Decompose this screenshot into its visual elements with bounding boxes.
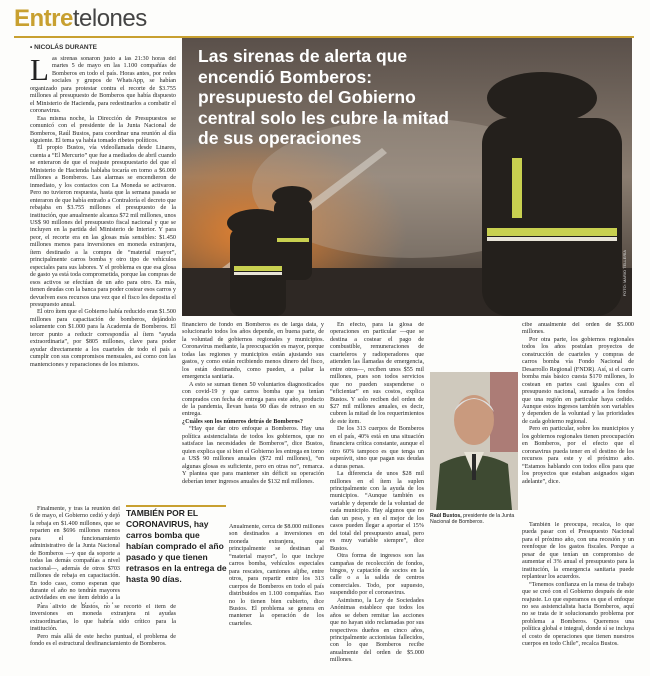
paragraph: En efecto, para la glosa de operaciones en particular —que se destina a costear el pago de combustible, remuneraciones de cuarteleros y radioperadores que atienden las llamadas de emergencia, entre otros—, reciben unos $55 mil millones, pues son todos servicios que no pueden suspenderse o “eficientar” en sus costos, explica Bustos. Y solo reciben del orden de $27 mil millones anuales, es decir, cubren la mitad de los requerimientos de este ítem. xyxy=(330,322,424,425)
column-2 xyxy=(182,322,324,522)
paragraph: Finalmente, y tras la reunión del 6 de mayo, el Gobierno cedió y dejó la rebaja en $1.400 millones, que se reparten en $696 millones menos para el funcionamiento administrativo de la Junta Nacional de Bomberos —y que da soporte a todas las demás compañías a nivel nacional—, además de otros $703 millones de rebaja en capacitación. En todo caso, como esperan que durante el año no tendrán mayores actividades en ese ítem debido a la xyxy=(30,506,120,602)
pull-quote: TAMBIÉN POR EL CORONAVIRUS, hay carros bomba que habían comprado el año pasado y que tienen retrasos en la entrega de hasta 90 días. xyxy=(126,508,227,584)
column-1-wrap xyxy=(30,506,120,604)
photo-caption: Raúl Bustos, presidente de la Junta Nacional de Bomberos. xyxy=(430,513,515,526)
drop-cap: L xyxy=(30,56,49,87)
column-1-bottom xyxy=(30,604,176,670)
paragraph: Pero más allá de este hecho puntual, el problema de fondo es el estructural desfinanciamiento de Bomberos. xyxy=(30,633,176,648)
paragraph: Anualmente, cerca de $8.000 millones son destinados a inversiones en moneda extranjera, que principalmente se destinan al “material mayor”, lo que incluye carros bomba, vehículos especiales para rescates, camiones aljibe, entre otros, para repartir entre los 313 cuerpos de Bomberos en todo el país distribuidos en 1.100 compañías. Eso no lo tienen bien cubierto, dice Bustos. El problema se genera en mantener la operación de los cuarteles. xyxy=(229,524,324,627)
paragraph: El propio Bustos, vía videollamada desde Linares, cuenta a “El Mercurio” que fue a mediados de abril cuando se enteraron de que el reajuste presupuestario del que el Ministerio de Hacienda hablaba tocaría en torno a $6.000 millones a Bomberos. Las alarmas se encendieron de inmediato, y los contactos con La Moneda se activaron. Pero no tuvieron respuesta, hasta que la semana pasada se enteraron de que había entrado a Contraloría el decreto que rebajaba en $3.755 millones el presupuesto de la institución, que anualmente alcanza $72 mil millones, unos US$ 90 millones del presupuesto fiscal nacional y que se incluyen en la partida del Ministerio de Interior. Y para peor, el recorte era en las glosas más sensibles: $1.450 millones menos para inversiones en moneda extranjera, ítem destinado a la compra de “material mayor”, principalmente carros bomba y otro tipo de vehículos especiales para sus labores. Y el problema es que esa glosa de gasto ya está toda comprometida, porque las compras de esos activos se efectúan de un año para otro. Es más, tienen deudas con la banca para poder costear esos carros y devuelven esos recursos una vez que el fisco les deposita el presupuesto anual. xyxy=(30,145,176,308)
paragraph: Esa misma noche, la Dirección de Presupuestos se comunicó con el presidente de la Junta Nacional de Bomberos, Raúl Bustos, para coordinar una reunión al día siguiente. El tema ya había tomado ribetes políticos. xyxy=(30,115,176,144)
subheading: ¿Cuáles son los números detrás de Bomberos? xyxy=(182,418,303,425)
photo-credit: FOTO: MARIO TELLERÍA xyxy=(622,250,627,297)
column-1 xyxy=(30,56,176,502)
section-title: Entretelones xyxy=(14,5,147,32)
column-3 xyxy=(330,322,424,670)
column-2-wrap xyxy=(229,524,324,632)
paragraph: “Hay que dar otro enfoque a Bomberos. Hay una política asistencialista de todos los gobiernos, que no satisface las necesidades de Bomberos”, dice Bustos, quien explica que si bien el Gobierno les entrega en torno a US$ 90 millones anuales ($72 mil millones), “en algunas glosas es suficiente, pero en otras no”, remarca. Y plantea que para mantener sin déficit su operación deberían tener ingresos anuales de $132 mil millones. xyxy=(182,426,324,485)
column-4-bottom xyxy=(522,522,634,670)
column-2-bottom xyxy=(182,632,324,670)
paragraph: Por otra parte, los gobiernos regionales todos los años postulan proyectos de construcción de cuarteles y compras de carros bomba vía Fondo Nacional de Desarrollo Regional (FNDR). Así, si el carro bomba más básico cuesta $170 millones, lo costean en partes casi iguales con el presupuesto nacional, sumado a los fondos que una región en particular haya cedido. Aunque estos ingresos también son variables y dependen de la voluntad y las prioridades de cada gobierno regional. xyxy=(522,336,634,425)
paragraph: De los 313 cuerpos de Bomberos en el país, 40% está en una situación financiera crítica constante, aunque el otro 60% tampoco es que tenga un superávit, sino que pagan sus deudas a duras penas. xyxy=(330,426,424,470)
paragraph: Asimismo, la Ley de Sociedades Anónimas establece que todos los años se deben remitar las acciones que no hayan sido reclamadas por sus respectivos dueños en cinco años, principalmente accionistas fallecidos, con lo que Bomberos recibe anualmente del orden de $5.000 millones. xyxy=(330,597,424,664)
paragraph: “Tenemos confianza en la mesa de trabajo que se creó con el Gobierno después de este reajuste. Lo que esperamos es que el enfoque no sea asistencialista hacia Bomberos, aquí no se trata de ir solucionando problema por problema a Bomberos. Queremos una política global e integral, donde sí se incluya el costo de operaciones que tienen nuestros cuerpos en todo Chile”, recalca Bustos. xyxy=(522,581,634,648)
paragraph: Para alivio de Bustos, no se recortó el ítem de inversiones en moneda extranjera ni ayudas extraordinarias, lo que habría sido crítico para la institución. xyxy=(30,604,176,633)
paragraph: El otro ítem que el Gobierno había reducido eran $1.500 millones para capacitación de bomberos, dejándolo solamente con $1.000 para la Academia de Bomberos. El tercer punto a reducir correspondía al ítem “ayuda extraordinaria”, por $805 millones, clave para poder ayudar directamente a los cuarteles de todo el país a cumplir con sus compromisos mensuales, así como con las mantenciones y reparaciones de los mismos. xyxy=(30,309,176,368)
column-4 xyxy=(522,322,634,522)
headline: Las sirenas de alerta que encendió Bomberos: presupuesto del Gobierno central solo les cubre la mitad de sus operaciones xyxy=(198,46,449,148)
portrait-photo xyxy=(430,372,518,510)
paragraph: cibe anualmente del orden de $5.000 millones. xyxy=(522,322,634,336)
paragraph: as sirenas sonaron justo a las 21:30 horas del martes 5 de mayo en las 1.100 compañías de Bomberos en todo el país. Horas antes, por redes sociales y grupos de WhatsApp, se habían organizado para protestar contra el recorte de $3.755 millones al presupuesto de Bomberos que había dispuesto el Ministerio de Hacienda, para redestinarlos a combatir el coronavirus. xyxy=(30,56,176,115)
paragraph: financiero de fondo en Bomberos es de larga data, y solucionarlo todos los años depende, en buena parte, de la voluntad de gobiernos regionales y municipios. Coronavirus mediante, la preocupación es mayor, porque todas las regiones y municipios están ajustando sus gastos, y como están recibiendo menos dinero del fisco, los están destinando, como pueden, a paliar la emergencia sanitaria. xyxy=(182,322,324,381)
paragraph: También le preocupa, recalca, lo que pueda pasar con el Presupuesto Nacional para el próximo año, con una recesión y un reenfoque de los gastos fiscales. Porque a pesar de que tenían un compromiso de aumentar el 3% anual el presupuesto para la institución, la emergencia sanitaria puede replantear los acuerdos. xyxy=(522,522,634,581)
byline: • NICOLÁS DURANTE xyxy=(30,44,97,51)
paragraph: Pero en particular, sobre los municipios y los gobiernos regionales tienen preocupación en Bomberos, por el efecto que el coronavirus pueda tener en el destino de los recursos para este y el próximo año. “Estamos hablando con todos ellos para que los proyectos que estaban asignados sigan adelante”, dice. xyxy=(522,426,634,485)
paragraph: La diferencia de unos $28 mil millones en el ítem la suplen principalmente con la ayuda de los municipios. “Aunque también es variable y depende de la voluntad de cada municipio. Hay algunos que no dan un peso, y en el mejor de los casos pueden llegar a aportar el 15% del total del presupuesto anual, pero es muy variable siempre”, dice Bustos. xyxy=(330,471,424,552)
paragraph: Otra forma de ingresos son las campañas de recolección de fondos, bingos, y captación de socios en la calle o a la salida de centros comerciales. Todo, por supuesto, suspendido por el coronavirus. xyxy=(330,553,424,597)
paragraph: A esto se suman tienen 50 voluntarios diagnosticados con covid-19 y que carros bomba que ya tenían comprados con fecha de entrega para este año, producto de la pandemia, llevan hasta 90 días de retraso en su entrega. xyxy=(182,381,324,418)
